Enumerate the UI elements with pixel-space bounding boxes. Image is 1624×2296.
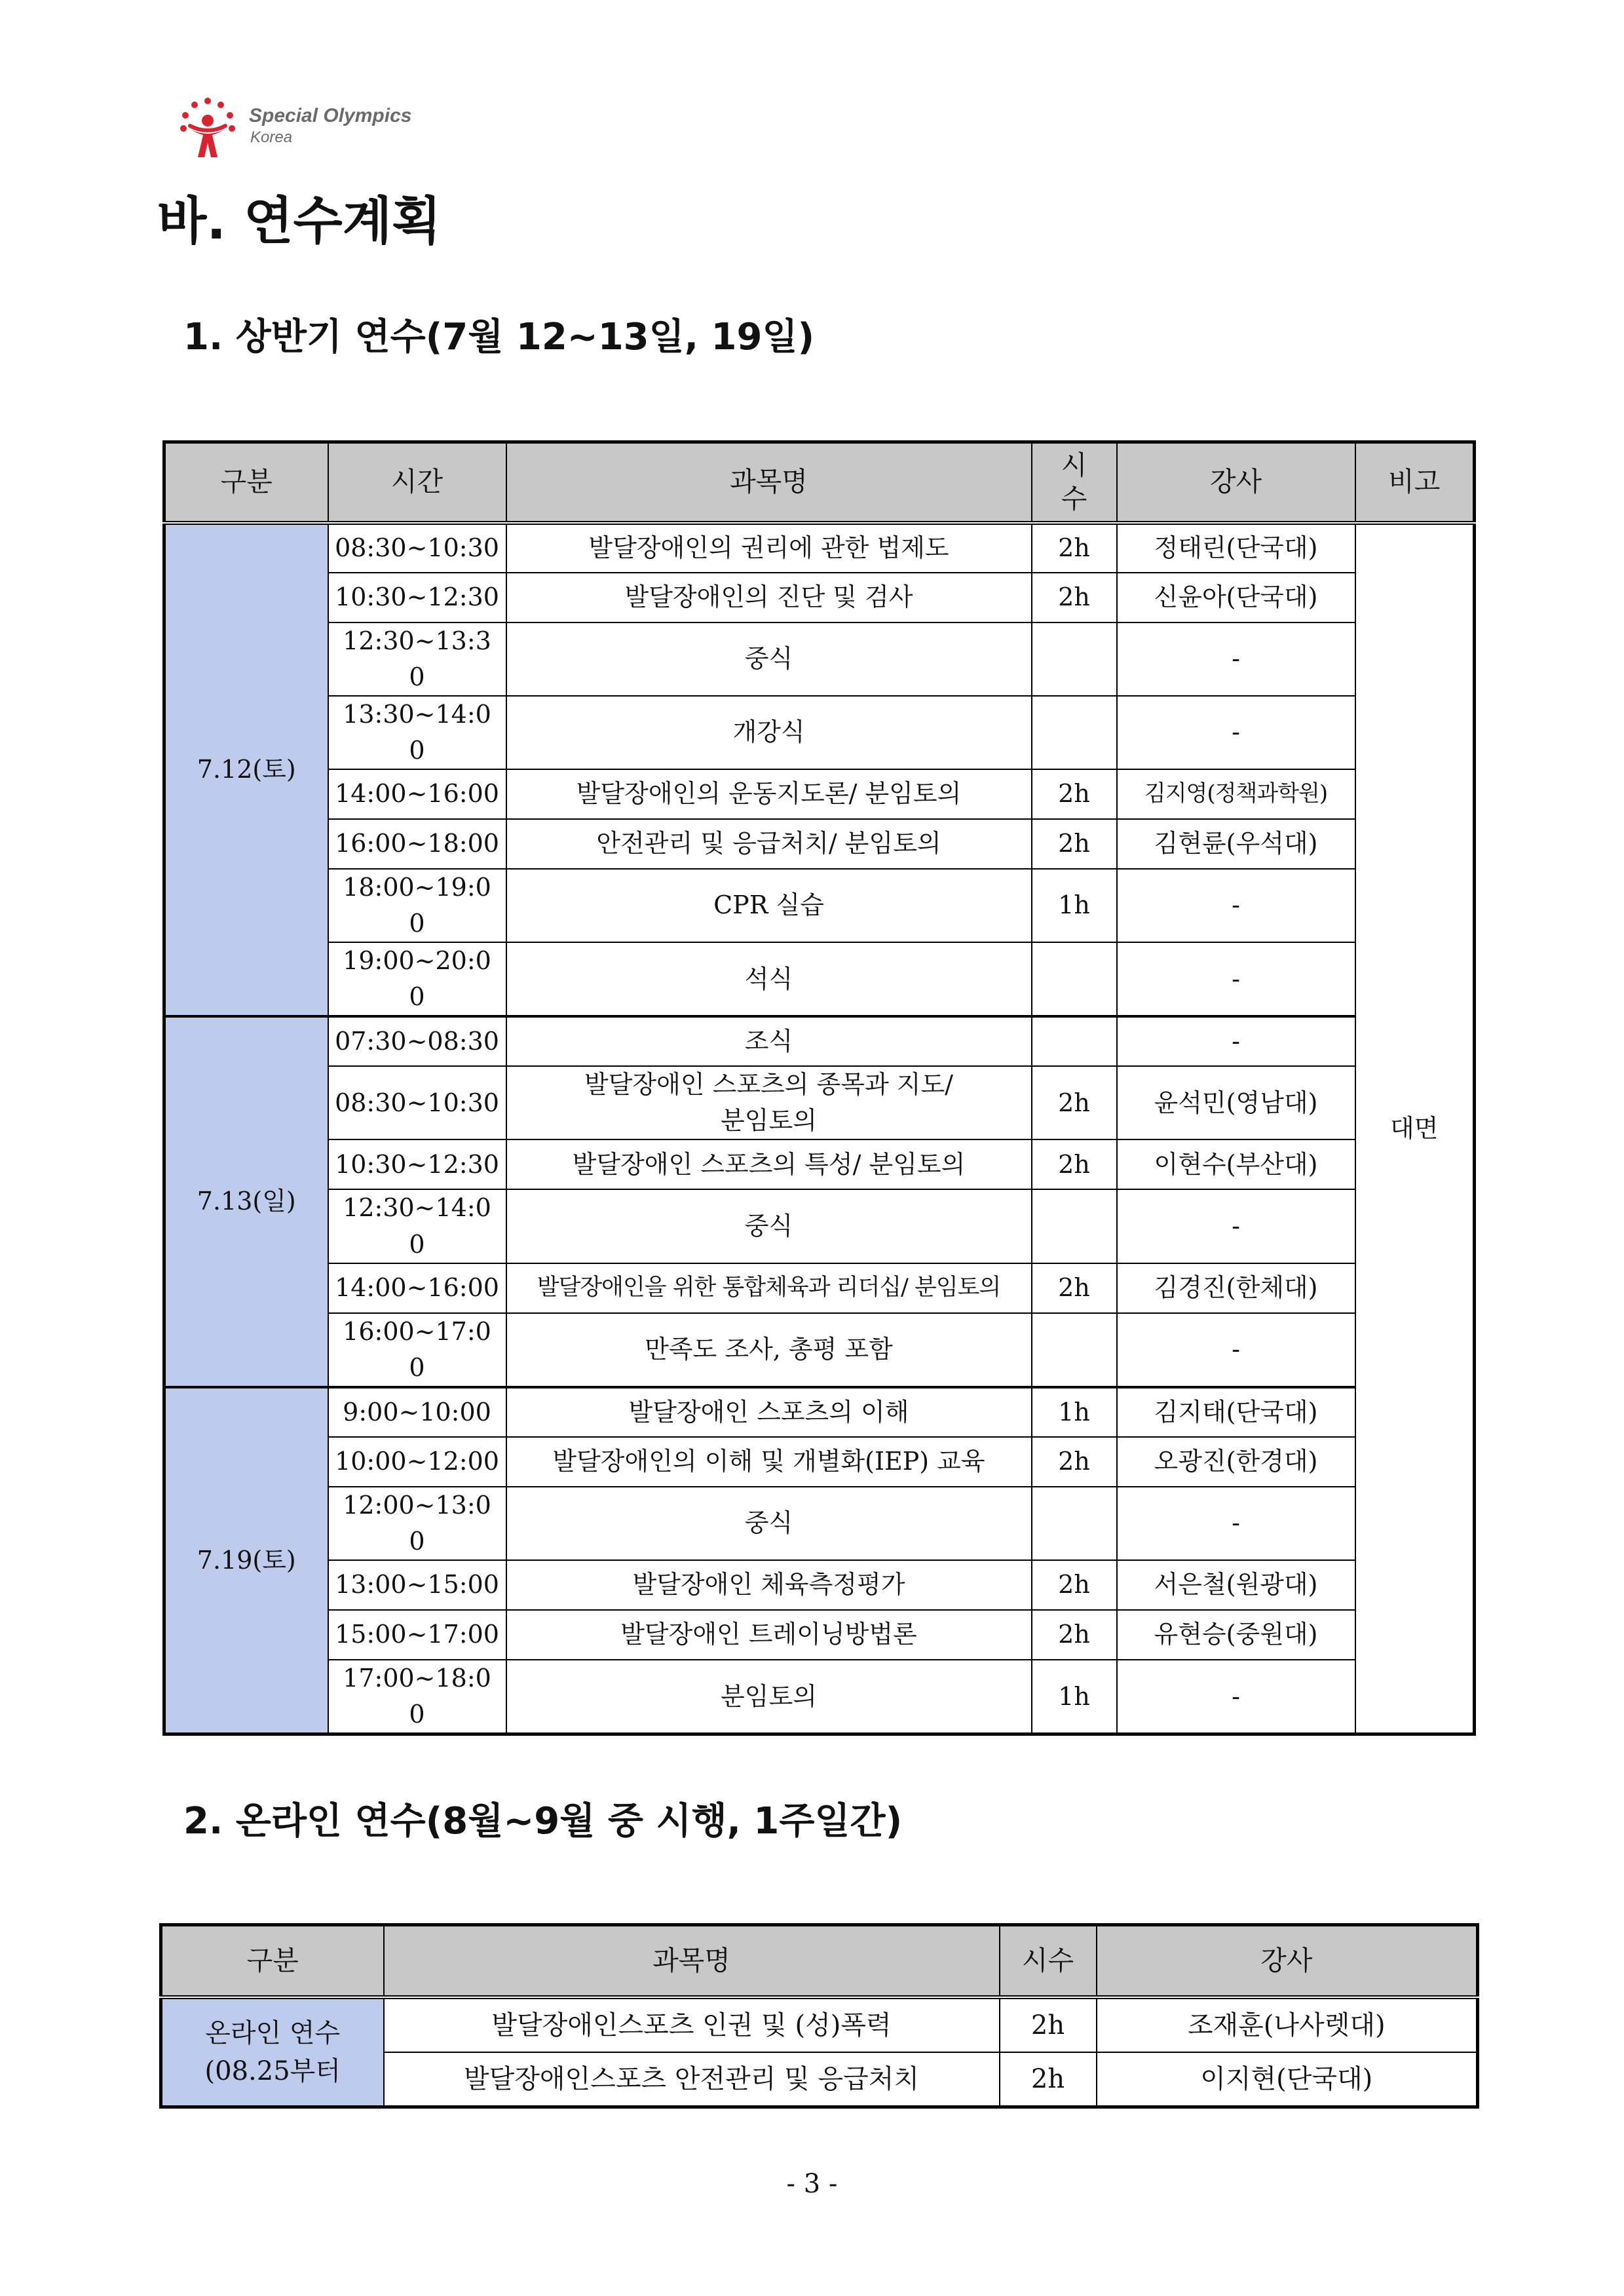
lecturer-cell: 김지태(단국대)	[1117, 1387, 1355, 1437]
subject-cell: CPR 실습	[506, 869, 1032, 942]
hours-cell: 2h	[1032, 1437, 1117, 1487]
subject-cell: 중식	[506, 1487, 1032, 1560]
note-cell: 대면	[1355, 523, 1475, 1734]
lecturer-cell: 윤석민(영남대)	[1117, 1066, 1355, 1139]
hours-cell: 1h	[1032, 1660, 1117, 1734]
subject-cell: 석식	[506, 942, 1032, 1016]
table-row	[164, 1139, 1475, 1189]
logo-brand-text: Special Olympics	[249, 105, 412, 126]
time-cell: 9:00~10:00	[328, 1387, 506, 1437]
lecturer-cell: -	[1117, 1016, 1355, 1066]
time-cell: 08:30~10:30	[328, 1066, 506, 1139]
lecturer-cell: 김경진(한체대)	[1117, 1263, 1355, 1313]
hours-cell	[1032, 622, 1117, 696]
subject-cell: 발달장애인을 위한 통합체육과 리더십/ 분임토의	[506, 1263, 1032, 1313]
special-olympics-logo	[172, 92, 460, 170]
table-row	[164, 1437, 1475, 1487]
hours-cell: 2h	[1032, 523, 1117, 573]
online-header-lecturer: 강사	[1097, 1925, 1478, 1997]
time-cell: 12:30~14:0 0	[328, 1189, 506, 1263]
page-number: - 3 -	[786, 2169, 838, 2199]
logo-country-text: Korea	[250, 128, 293, 146]
time-cell: 10:30~12:30	[328, 573, 506, 622]
date-group-cell: 7.12(토)	[164, 523, 328, 1017]
time-cell: 12:00~13:0 0	[328, 1487, 506, 1560]
hours-cell: 2h	[1000, 2052, 1097, 2107]
page-title: 바. 연수계획	[157, 192, 442, 251]
time-cell: 07:30~08:30	[328, 1016, 506, 1066]
header-category: 구분	[164, 442, 328, 523]
lecturer-cell: -	[1117, 1487, 1355, 1560]
hours-cell: 2h	[1032, 819, 1117, 869]
table-row	[161, 1997, 1478, 2052]
time-cell: 17:00~18:0 0	[328, 1660, 506, 1734]
subject-cell: 발달장애인 체육측정평가	[506, 1560, 1032, 1610]
lecturer-cell: -	[1117, 942, 1355, 1016]
subject-cell: 발달장애인 트레이닝방법론	[506, 1610, 1032, 1660]
section1-heading: 1. 상반기 연수(7월 12~13일, 19일)	[183, 316, 815, 358]
lecturer-cell: -	[1117, 869, 1355, 942]
date-group-cell: 7.19(토)	[164, 1387, 328, 1734]
lecturer-cell: 유현승(중원대)	[1117, 1610, 1355, 1660]
time-cell: 14:00~16:00	[328, 769, 506, 819]
subject-cell: 발달장애인의 권리에 관한 법제도	[506, 523, 1032, 573]
lecturer-cell: 김지영(정책과학원)	[1117, 769, 1355, 819]
lecturer-cell: 서은철(원광대)	[1117, 1560, 1355, 1610]
hours-cell	[1032, 1189, 1117, 1263]
hours-cell: 2h	[1032, 769, 1117, 819]
lecturer-cell: 조재훈(나사렛대)	[1097, 1997, 1478, 2052]
hours-cell: 2h	[1032, 1139, 1117, 1189]
subject-cell: 중식	[506, 622, 1032, 696]
hours-cell: 2h	[1032, 1560, 1117, 1610]
lecturer-cell: -	[1117, 1189, 1355, 1263]
table-row	[164, 1387, 1475, 1437]
header-subject: 과목명	[506, 442, 1032, 523]
table-row	[164, 1189, 1475, 1263]
lecturer-cell: 신윤아(단국대)	[1117, 573, 1355, 622]
hours-cell	[1032, 1487, 1117, 1560]
table-row	[164, 869, 1475, 942]
time-cell: 10:00~12:00	[328, 1437, 506, 1487]
lecturer-cell: 정태린(단국대)	[1117, 523, 1355, 573]
time-cell: 19:00~20:0 0	[328, 942, 506, 1016]
subject-cell: 개강식	[506, 696, 1032, 769]
table-row	[164, 696, 1475, 769]
subject-cell: 발달장애인스포츠 인권 및 (성)폭력	[384, 1997, 1000, 2052]
subject-cell: 발달장애인의 진단 및 검사	[506, 573, 1032, 622]
subject-cell: 중식	[506, 1189, 1032, 1263]
time-cell: 12:30~13:3 0	[328, 622, 506, 696]
lecturer-cell: 이지현(단국대)	[1097, 2052, 1478, 2107]
header-time: 시간	[328, 442, 506, 523]
header-hours: 시 수	[1032, 442, 1117, 523]
subject-cell: 발달장애인 스포츠의 이해	[506, 1387, 1032, 1437]
hours-cell: 2h	[1032, 1066, 1117, 1139]
table-row	[164, 769, 1475, 819]
subject-cell: 발달장애인의 운동지도론/ 분임토의	[506, 769, 1032, 819]
special-olympics-emblem-icon	[172, 92, 244, 164]
hours-cell: 2h	[1000, 1997, 1097, 2052]
header-note: 비고	[1355, 442, 1475, 523]
online-header-hours: 시수	[1000, 1925, 1097, 1997]
section2-heading: 2. 온라인 연수(8월~9월 중 시행, 1주일간)	[183, 1800, 903, 1843]
lecturer-cell: -	[1117, 622, 1355, 696]
table-row	[164, 819, 1475, 869]
subject-cell: 발달장애인스포츠 안전관리 및 응급처치	[384, 2052, 1000, 2107]
table-row	[164, 942, 1475, 1016]
table-row	[164, 1487, 1475, 1560]
lecturer-cell: -	[1117, 1313, 1355, 1387]
time-cell: 13:00~15:00	[328, 1560, 506, 1610]
time-cell: 15:00~17:00	[328, 1610, 506, 1660]
subject-cell: 발달장애인의 이해 및 개별화(IEP) 교육	[506, 1437, 1032, 1487]
online-header-subject: 과목명	[384, 1925, 1000, 1997]
lecturer-cell: -	[1117, 1660, 1355, 1734]
lecturer-cell: -	[1117, 696, 1355, 769]
hours-cell: 1h	[1032, 869, 1117, 942]
time-cell: 16:00~17:0 0	[328, 1313, 506, 1387]
hours-cell: 2h	[1032, 1263, 1117, 1313]
table-row	[164, 1560, 1475, 1610]
hours-cell	[1032, 1313, 1117, 1387]
table-row	[164, 573, 1475, 622]
time-cell: 08:30~10:30	[328, 523, 506, 573]
online-training-table	[159, 1923, 1479, 2109]
hours-cell	[1032, 1016, 1117, 1066]
table-row	[164, 1016, 1475, 1066]
table-row	[164, 1263, 1475, 1313]
lecturer-cell: 김현륜(우석대)	[1117, 819, 1355, 869]
time-cell: 16:00~18:00	[328, 819, 506, 869]
time-cell: 13:30~14:0 0	[328, 696, 506, 769]
online-header-category: 구분	[161, 1925, 384, 1997]
hours-cell	[1032, 942, 1117, 1016]
subject-cell: 발달장애인 스포츠의 종목과 지도/ 분임토의	[506, 1066, 1032, 1139]
subject-cell: 안전관리 및 응급처치/ 분임토의	[506, 819, 1032, 869]
hours-cell	[1032, 696, 1117, 769]
table-row	[164, 523, 1475, 573]
hours-cell: 2h	[1032, 1610, 1117, 1660]
header-lecturer: 강사	[1117, 442, 1355, 523]
table-row	[164, 622, 1475, 696]
time-cell: 18:00~19:0 0	[328, 869, 506, 942]
hours-cell: 2h	[1032, 573, 1117, 622]
subject-cell: 조식	[506, 1016, 1032, 1066]
table-row	[164, 1660, 1475, 1734]
hours-cell: 1h	[1032, 1387, 1117, 1437]
first-half-schedule-table	[162, 440, 1476, 1736]
table-row	[164, 1313, 1475, 1387]
time-cell: 10:30~12:30	[328, 1139, 506, 1189]
subject-cell: 발달장애인 스포츠의 특성/ 분임토의	[506, 1139, 1032, 1189]
subject-cell: 분임토의	[506, 1660, 1032, 1734]
time-cell: 14:00~16:00	[328, 1263, 506, 1313]
date-group-cell: 7.13(일)	[164, 1016, 328, 1387]
lecturer-cell: 이현수(부산대)	[1117, 1139, 1355, 1189]
table-row	[164, 1610, 1475, 1660]
online-category-cell: 온라인 연수 (08.25부터	[161, 1997, 384, 2107]
first-half-schedule-body	[164, 523, 1475, 1734]
lecturer-cell: 오광진(한경대)	[1117, 1437, 1355, 1487]
subject-cell: 만족도 조사, 총평 포함	[506, 1313, 1032, 1387]
table-row	[164, 1066, 1475, 1139]
